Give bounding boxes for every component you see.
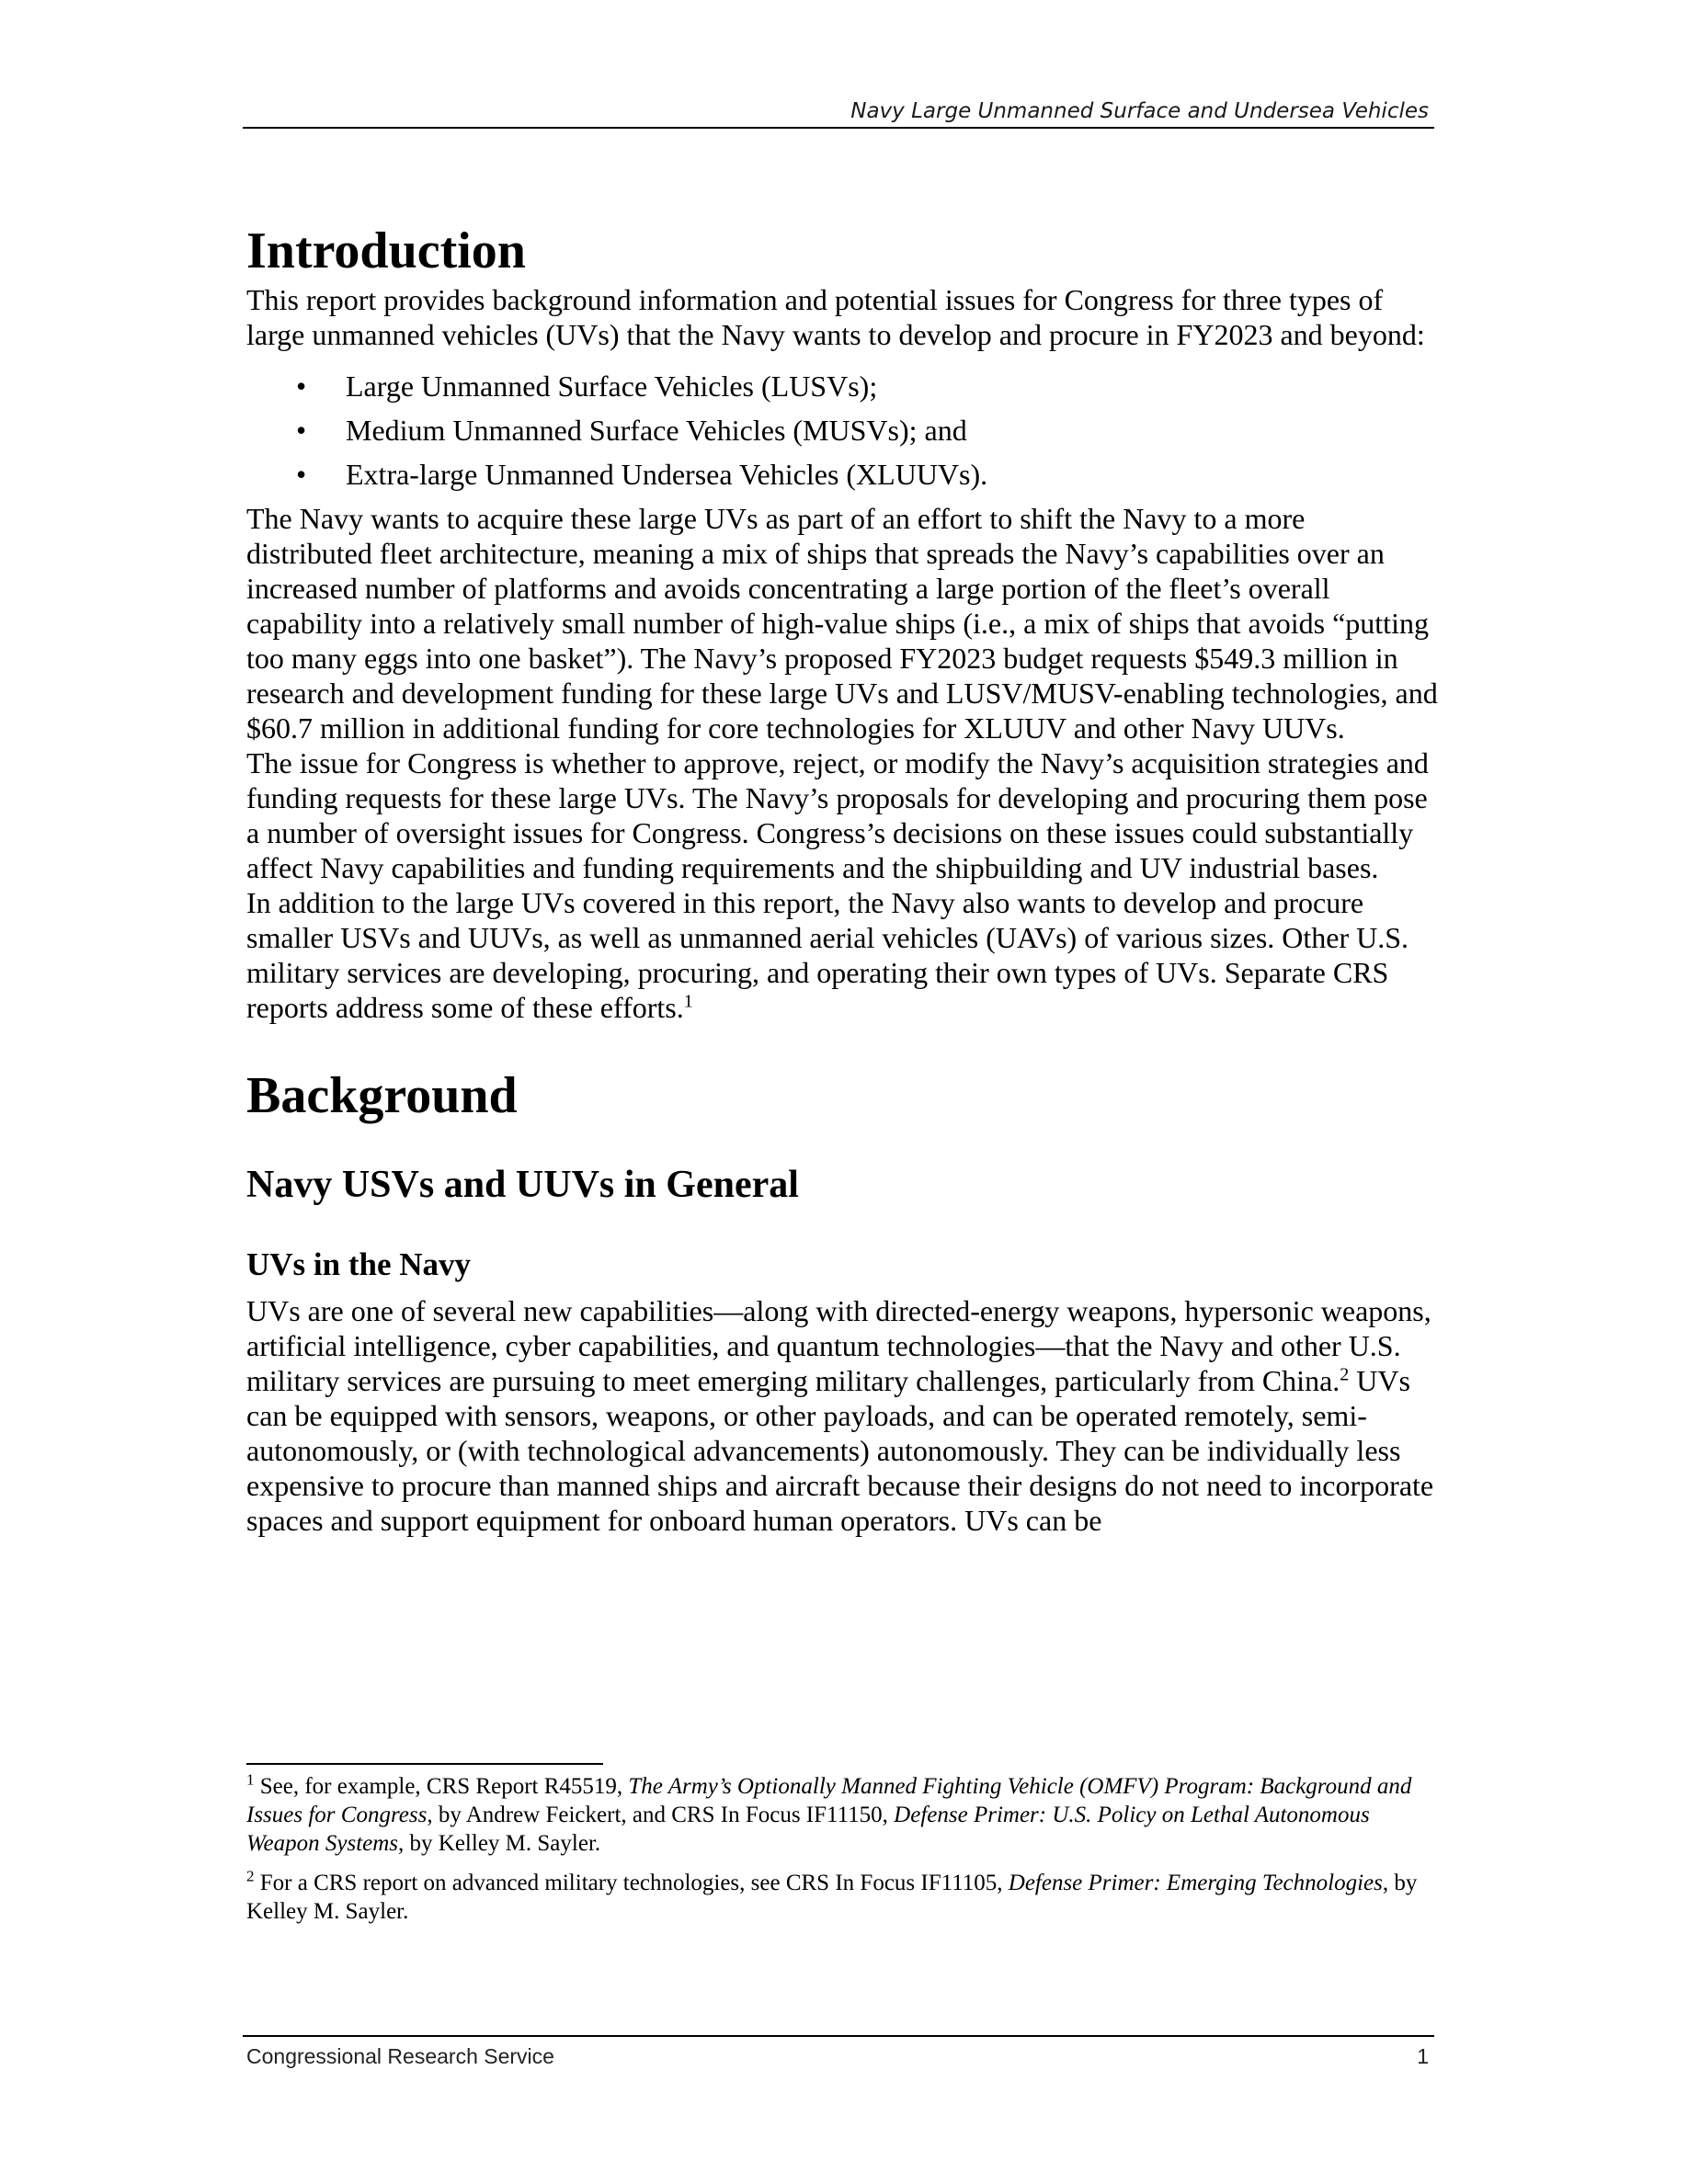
footnote-1: $^1$ See, for example, CRS Report R45519, The Army’s Optionally Manned Fighting Vehicle (OMFV) Program: Background and Issues for Congress, by Andrew Feickert, and CRS In Focus IF11150, Defense Primer: U.S. Policy on Lethal Autonomous Weapon Systems, by Kelley M. Sayler.: [246, 1770, 1412, 1856]
running-header: [243, 96, 1434, 129]
running-footer: [243, 2035, 1434, 2074]
background-heading: Background: [246, 1067, 518, 1125]
introduction-paragraph-1: This report provides background information and potential issues for Congress for three types of large unmanned vehicles (UVs) that the Navy wants to develop and procure in FY2023 and beyond:: [246, 283, 1425, 352]
list-item: • Large Unmanned Surface Vehicles (LUSVs);: [296, 370, 878, 404]
navy-usvs-uuvs-heading: Navy USVs and UUVs in General: [246, 1164, 799, 1207]
list-item: • Medium Unmanned Surface Vehicles (MUSVs); and: [296, 414, 967, 448]
list-item: • Extra-large Unmanned Undersea Vehicles (XLUUVs).: [296, 458, 988, 492]
bullet-icon: •: [296, 458, 307, 492]
footnote-reference-2[interactable]: 2: [1340, 1364, 1350, 1385]
footnote-separator: [246, 1763, 603, 1765]
running-header-title: Navy Large Unmanned Surface and Undersea Vehicles: [850, 99, 1429, 123]
footnote-2: $^2$ For a CRS report on advanced military technologies, see CRS In Focus IF11105, Defense Primer: Emerging Technologies, by Kelley M. Sayler.: [246, 1867, 1418, 1924]
page-number: 1: [1417, 2044, 1429, 2068]
bullet-icon: •: [296, 414, 307, 448]
footnotes: [246, 1772, 1438, 1937]
introduction-heading: Introduction: [246, 222, 526, 279]
introduction-paragraph-2: The Navy wants to acquire these large UVs as part of an effort to shift the Navy to a more distributed fleet architecture, meaning a mix of ships that spreads the Navy’s capabilities over an increased number of platforms and avoids concentrating a large portion of the fleet’s overall capability into a relatively small number of high-value ships (i.e., a mix of ships that avoids “putting too many eggs into one basket”). The Navy’s proposed FY2023 budget requests $549.3 million in research and development funding for these large UVs and LUSV/MUSV-enabling technologies, and $60.7 million in additional funding for core technologies for XLUUV and other Navy UUVs.: [246, 502, 1438, 745]
introduction-paragraph-4: In addition to the large UVs covered in this report, the Navy also wants to develop and procure smaller USVs and UUVs, as well as unmanned aerial vehicles (UAVs) of various sizes. Other U.S. military services are developing, procuring, and operating their own types of UVs. Separate CRS reports address some of these efforts.$^1$: [246, 886, 1409, 1025]
introduction-paragraph-3: The issue for Congress is whether to approve, reject, or modify the Navy’s acquisition strategies and funding requests for these large UVs. The Navy’s proposals for developing and procuring them pose a number of oversight issues for Congress. Congress’s decisions on these issues could substantially affect Navy capabilities and funding requirements and the shipbuilding and UV industrial bases.: [246, 746, 1429, 885]
footer-org: Congressional Research Service: [246, 2044, 554, 2068]
uvs-in-navy-paragraph: UVs are one of several new capabilities—along with directed-energy weapons, hypersonic weapons, artificial intelligence, cyber capabilities, and quantum technologies—that the Navy and other U.S. military services are pursuing to meet emerging military challenges, particularly from China.$^2$ UVs can be equipped with sensors, weapons, or other payloads, and can be operated remotely, semi-autonomously, or (with technological advancements) autonomously. They can be individually less expensive to procure than manned ships and aircraft because their designs do not need to incorporate spaces and support equipment for onboard human operators. UVs can be: [246, 1293, 1434, 1537]
bullet-icon: •: [296, 370, 307, 404]
page-body: [246, 221, 1438, 1538]
uvs-in-navy-heading: UVs in the Navy: [246, 1246, 472, 1282]
footnote-reference-1[interactable]: 1: [683, 991, 693, 1012]
uv-types-list: [246, 369, 1438, 492]
